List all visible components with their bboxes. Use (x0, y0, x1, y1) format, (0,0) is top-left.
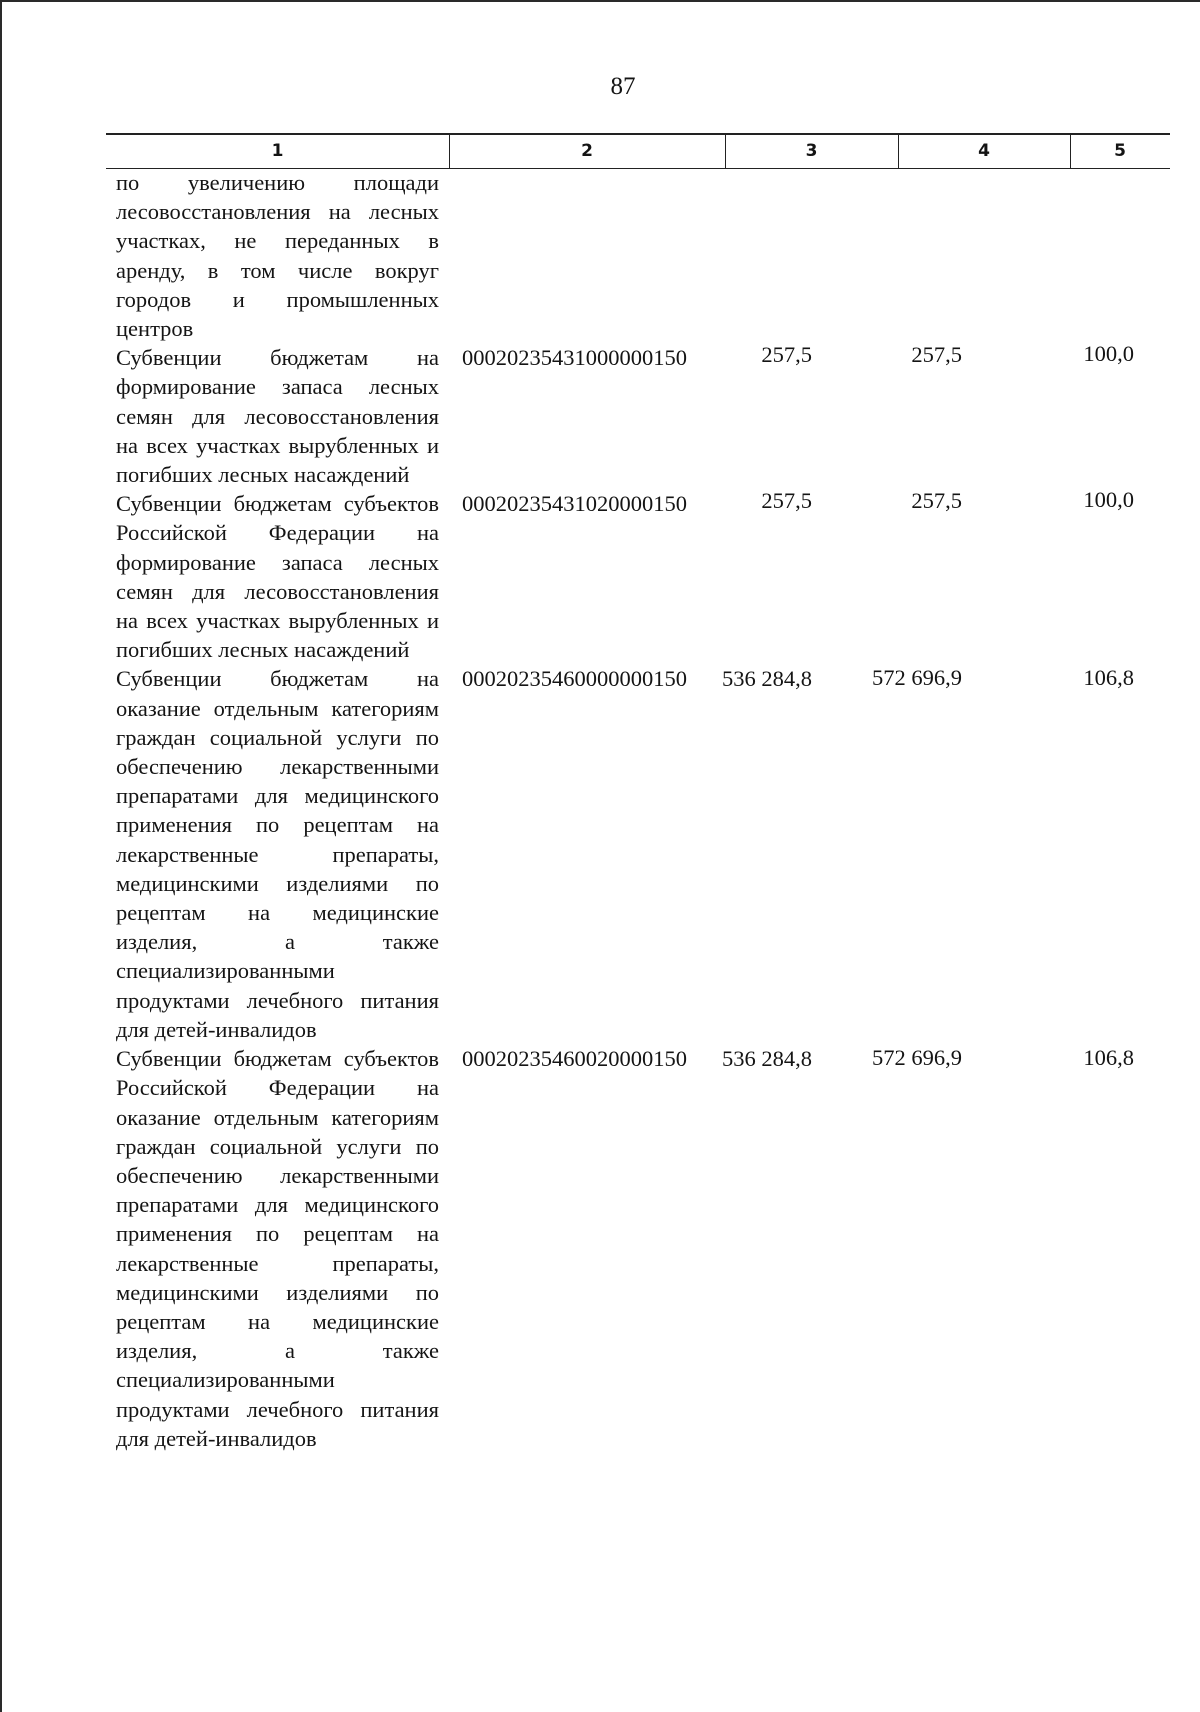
row-code: 00020235431020000150 (462, 491, 687, 517)
row-value-col3: 257,5 (761, 488, 812, 514)
row-value-col3: 257,5 (761, 342, 812, 368)
row-description: Субвенции бюджетам субъектов Российской Федерации на формирование запаса лесных семян для лесовосстановления на всех участках вырубленных и погибших лесных насаждений (116, 491, 439, 663)
table-row (106, 168, 1170, 343)
row-description: Субвенции бюджетам на формирование запаса лесных семян для лесовосстановления на всех участках вырубленных и погибших лесных насаждений (116, 345, 439, 488)
header-col-4: 4 (978, 141, 990, 161)
table-row (106, 489, 1170, 664)
row-value-col3: 536 284,8 (722, 666, 812, 692)
scan-border-top (0, 0, 1200, 2)
row-code: 00020235460020000150 (462, 1046, 687, 1072)
row-value-col5: 100,0 (1083, 487, 1134, 513)
row-description: по увеличению площади лесовосстановления на лесных участках, не переданных в аренду, в том числе вокруг городов и промышленных центров (116, 170, 439, 342)
row-value-col5: 106,8 (1083, 665, 1134, 691)
row-description: Субвенции бюджетам субъектов Российской Федерации на оказание отдельным категориям граждан социальной услуги по обеспечению лекарственными препаратами для медицинского применения по рецептам на лекарственные препараты, медицинскими изделиями по рецептам на медицинские изделия, а также специализированными продуктами лечебного питания для детей-инвалидов (116, 1046, 439, 1451)
budget-table (106, 133, 1170, 1453)
header-col-5: 5 (1114, 141, 1126, 161)
row-code: 00020235431000000150 (462, 345, 687, 371)
row-value-col5: 106,8 (1083, 1045, 1134, 1071)
header-col-3: 3 (805, 141, 818, 161)
header-col-2: 2 (581, 141, 593, 161)
table-row (106, 1044, 1170, 1453)
scan-border-left (0, 0, 2, 1712)
row-value-col4: 257,5 (911, 488, 962, 514)
row-description: Субвенции бюджетам на оказание отдельным категориям граждан социальной услуги по обеспечению лекарственными препаратами для медицинского применения по рецептам на лекарственные препараты, медицинскими изделиями по рецептам на медицинские изделия, а также специализированными продуктами лечебного питания для детей-инвалидов (116, 666, 439, 1042)
table-row (106, 343, 1170, 489)
row-value-col3: 536 284,8 (722, 1046, 812, 1072)
row-value-col4: 257,5 (911, 342, 962, 368)
row-value-col4: 572 696,9 (872, 665, 962, 691)
table-header-row (106, 133, 1170, 169)
row-value-col5: 100,0 (1083, 341, 1134, 367)
header-col-1: 1 (271, 141, 284, 161)
row-value-col4: 572 696,9 (872, 1045, 962, 1071)
table-row (106, 664, 1170, 1044)
page-number: 87 (610, 73, 636, 100)
row-code: 00020235460000000150 (462, 666, 687, 692)
